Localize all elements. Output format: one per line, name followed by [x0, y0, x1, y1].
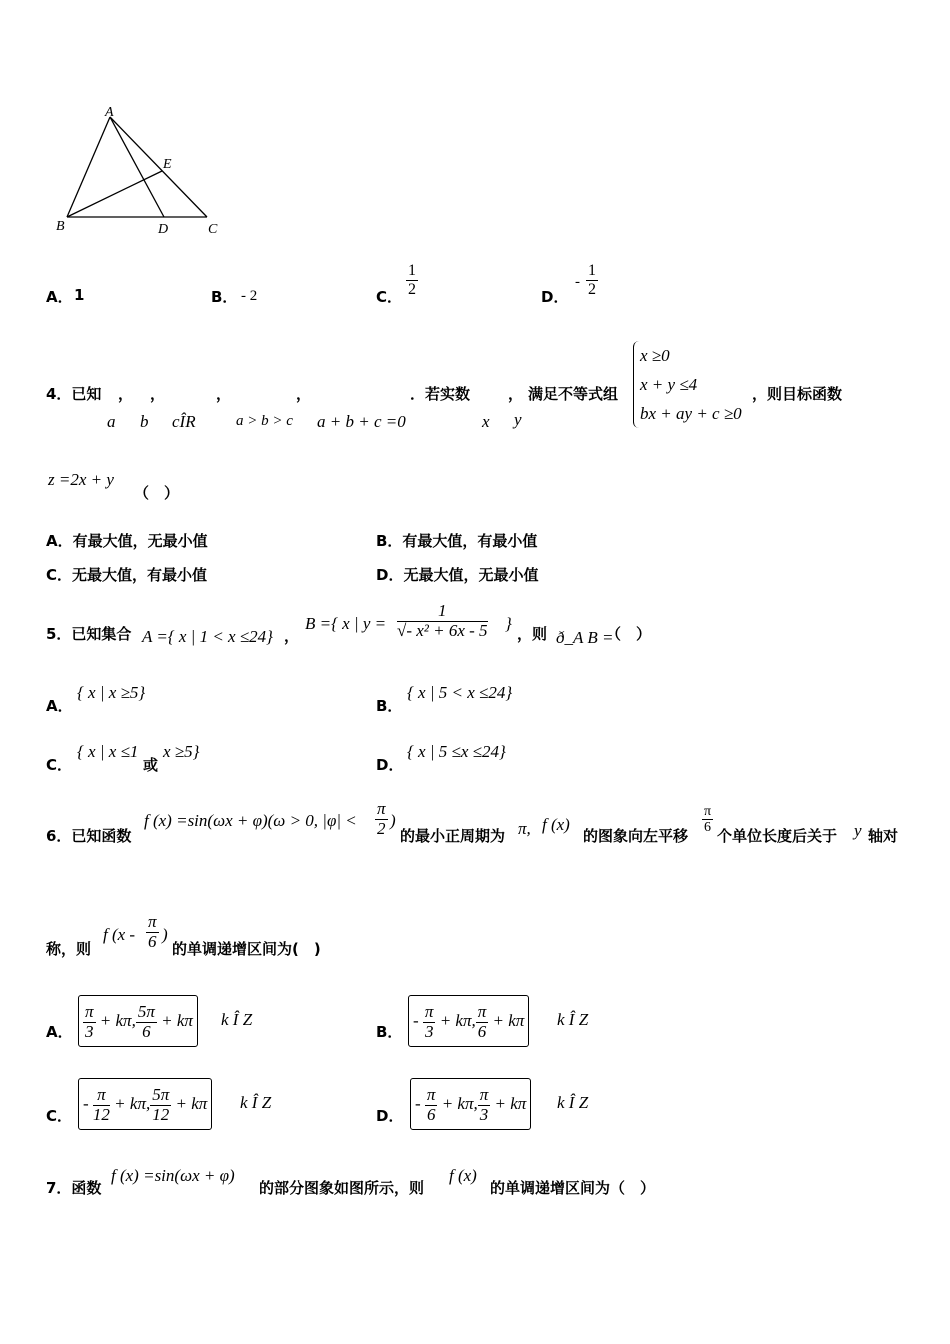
q6-option-c-label: C． [46, 1107, 73, 1125]
q7-fx: f (x) [449, 1166, 477, 1185]
q6-text-period: 的最小正周期为 [400, 827, 506, 845]
q6-option-a-interval: $\frac{\pi}{3}$ + kπ, $\frac{5\pi}{6}$ + kπ [78, 995, 198, 1047]
q4-option-b: B．有最大值，有最小值 [376, 532, 538, 550]
q5-option-b-label: B． [376, 697, 403, 715]
q4-ineq-1: x ≥0 [640, 346, 670, 365]
q5-option-a-label: A． [46, 697, 73, 715]
q5-option-a: { x | x ≥5} [77, 683, 146, 702]
q4-condition-order: a > b > c [236, 413, 293, 429]
q6-y-axis: y [854, 821, 862, 840]
q3-option-a-label: A． [46, 288, 73, 306]
q6-option-b-label: B． [376, 1023, 403, 1041]
q4-option-a: A．有最大值，无最小值 [46, 532, 208, 550]
q6-option-c-k: k Î Z [240, 1093, 272, 1112]
label-a: A [105, 105, 114, 120]
q6-shifted-close: ) [162, 925, 168, 944]
q4-condition-sum: a + b + c =0 [317, 412, 406, 431]
q4-answer-paren: （ ） [134, 484, 180, 502]
q4-comma: ， [150, 385, 166, 403]
q6-text-symmetric: 个单位长度后关于 [717, 827, 838, 845]
q3-option-b-label: B． [211, 288, 238, 306]
q3-option-c-fraction: $\frac{1}{2}$ [408, 262, 416, 298]
q7-text: 的部分图象如图所示，则 [259, 1179, 425, 1197]
q6-line2-suffix: 的单调递增区间为( ) [172, 940, 321, 958]
q5-comma: ， [284, 627, 300, 645]
q4-var-y: y [514, 410, 522, 429]
q4-condition-text: 满足不等式组 [528, 385, 619, 403]
q6-line2-prefix: 称，则 [46, 940, 92, 958]
q6-function: f (x) =sin(ωx + φ)(ω > 0, |φ| < [144, 811, 357, 830]
q4-suffix: ，则目标函数 [752, 385, 843, 403]
q7-prefix: 7．函数 [46, 1179, 102, 1197]
q4-var-b: b [140, 412, 149, 431]
q4-objective: z =2x + y [48, 470, 114, 489]
q7-suffix: 的单调递增区间为（ ） [490, 1179, 656, 1197]
label-e: E [163, 157, 172, 172]
q5-set-b-rhs: } [505, 614, 512, 633]
q6-option-d-interval: - $\frac{\pi}{6}$ + kπ, $\frac{\pi}{3}$ + kπ [410, 1078, 531, 1130]
q4-comma: ， [216, 385, 232, 403]
q3-option-b-value: - 2 [241, 288, 258, 304]
q5-then: ，则 [517, 625, 548, 643]
label-c: C [208, 222, 218, 237]
q5-option-c-part2: x ≥5} [163, 742, 200, 761]
q6-text-shift: 的图象向左平移 [583, 827, 689, 845]
q5-option-d-label: D． [376, 756, 404, 774]
label-b: B [56, 219, 65, 234]
q4-mid-text: ．若实数 [410, 385, 471, 403]
q3-option-a-value: 1 [74, 286, 85, 304]
q6-prefix: 6．已知函数 [46, 827, 132, 845]
q4-ineq-2: x + y ≤4 [640, 375, 698, 394]
q4-var-x: x [482, 412, 490, 431]
q5-complement: ð_A B = [556, 628, 614, 647]
q6-option-b-interval: - $\frac{\pi}{3}$ + kπ, $\frac{\pi}{6}$ + kπ [408, 995, 529, 1047]
q4-option-c: C．无最大值，有最小值 [46, 566, 208, 584]
q4-comma: ， [508, 385, 524, 403]
q5-set-b-lhs: B ={ x | y = [305, 614, 387, 633]
q6-text-axis: 轴对 [868, 827, 899, 845]
q6-shift-fraction: $\frac{\pi}{6}$ [704, 804, 712, 836]
q4-option-d: D．无最大值，无最小值 [376, 566, 539, 584]
q3-option-c-label: C． [376, 288, 403, 306]
q7-function: f (x) =sin(ωx + φ) [111, 1166, 235, 1185]
q4-ineq-3: bx + ay + c ≥0 [640, 404, 742, 423]
q5-set-b-fraction: $\frac{1}{\text{√- x² + 6x - 5}}$ [397, 601, 488, 640]
q3-option-d-fraction: $\frac{1}{2}$ [588, 262, 596, 298]
triangle-figure [50, 105, 230, 240]
q5-prefix: 5．已知集合 [46, 625, 132, 643]
q6-option-b-k: k Î Z [557, 1010, 589, 1029]
q5-option-b: { x | 5 < x ≤24} [407, 683, 513, 702]
q5-option-c-or: 或 [143, 756, 159, 774]
q6-shifted-function: f (x - [103, 925, 136, 944]
q6-option-a-k: k Î Z [221, 1010, 253, 1029]
q6-fx: f (x) [542, 815, 570, 834]
q3-option-d-sign: - [575, 274, 580, 290]
q4-var-c: cÎR [172, 412, 196, 431]
q4-inequality-system [633, 341, 742, 428]
q6-option-a-label: A． [46, 1023, 73, 1041]
q6-close-paren: ) [390, 811, 396, 830]
q5-set-a: A ={ x | 1 < x ≤24} [142, 627, 273, 646]
q6-option-d-k: k Î Z [557, 1093, 589, 1112]
q5-option-c-part1: { x | x ≤1 [77, 742, 139, 761]
q4-var-a: a [107, 412, 116, 431]
q5-option-d: { x | 5 ≤x ≤24} [407, 742, 506, 761]
q6-shifted-fraction: $\frac{\pi}{6}$ [148, 912, 157, 951]
q4-comma: ， [296, 385, 312, 403]
q6-period-value: π, [518, 819, 531, 838]
label-d: D [158, 222, 169, 237]
q5-option-c-label: C． [46, 756, 73, 774]
q6-option-c-interval: - $\frac{\pi}{12}$ + kπ, $\frac{5\pi}{12}$ + kπ [78, 1078, 212, 1130]
q3-option-d-label: D． [541, 288, 569, 306]
q4-comma: ， [118, 385, 134, 403]
q4-prefix: 4．已知 [46, 385, 102, 403]
q6-option-d-label: D． [376, 1107, 404, 1125]
q5-answer-paren: （ ） [606, 625, 652, 643]
q6-bound-fraction: $\frac{\pi}{2}$ [377, 799, 386, 838]
